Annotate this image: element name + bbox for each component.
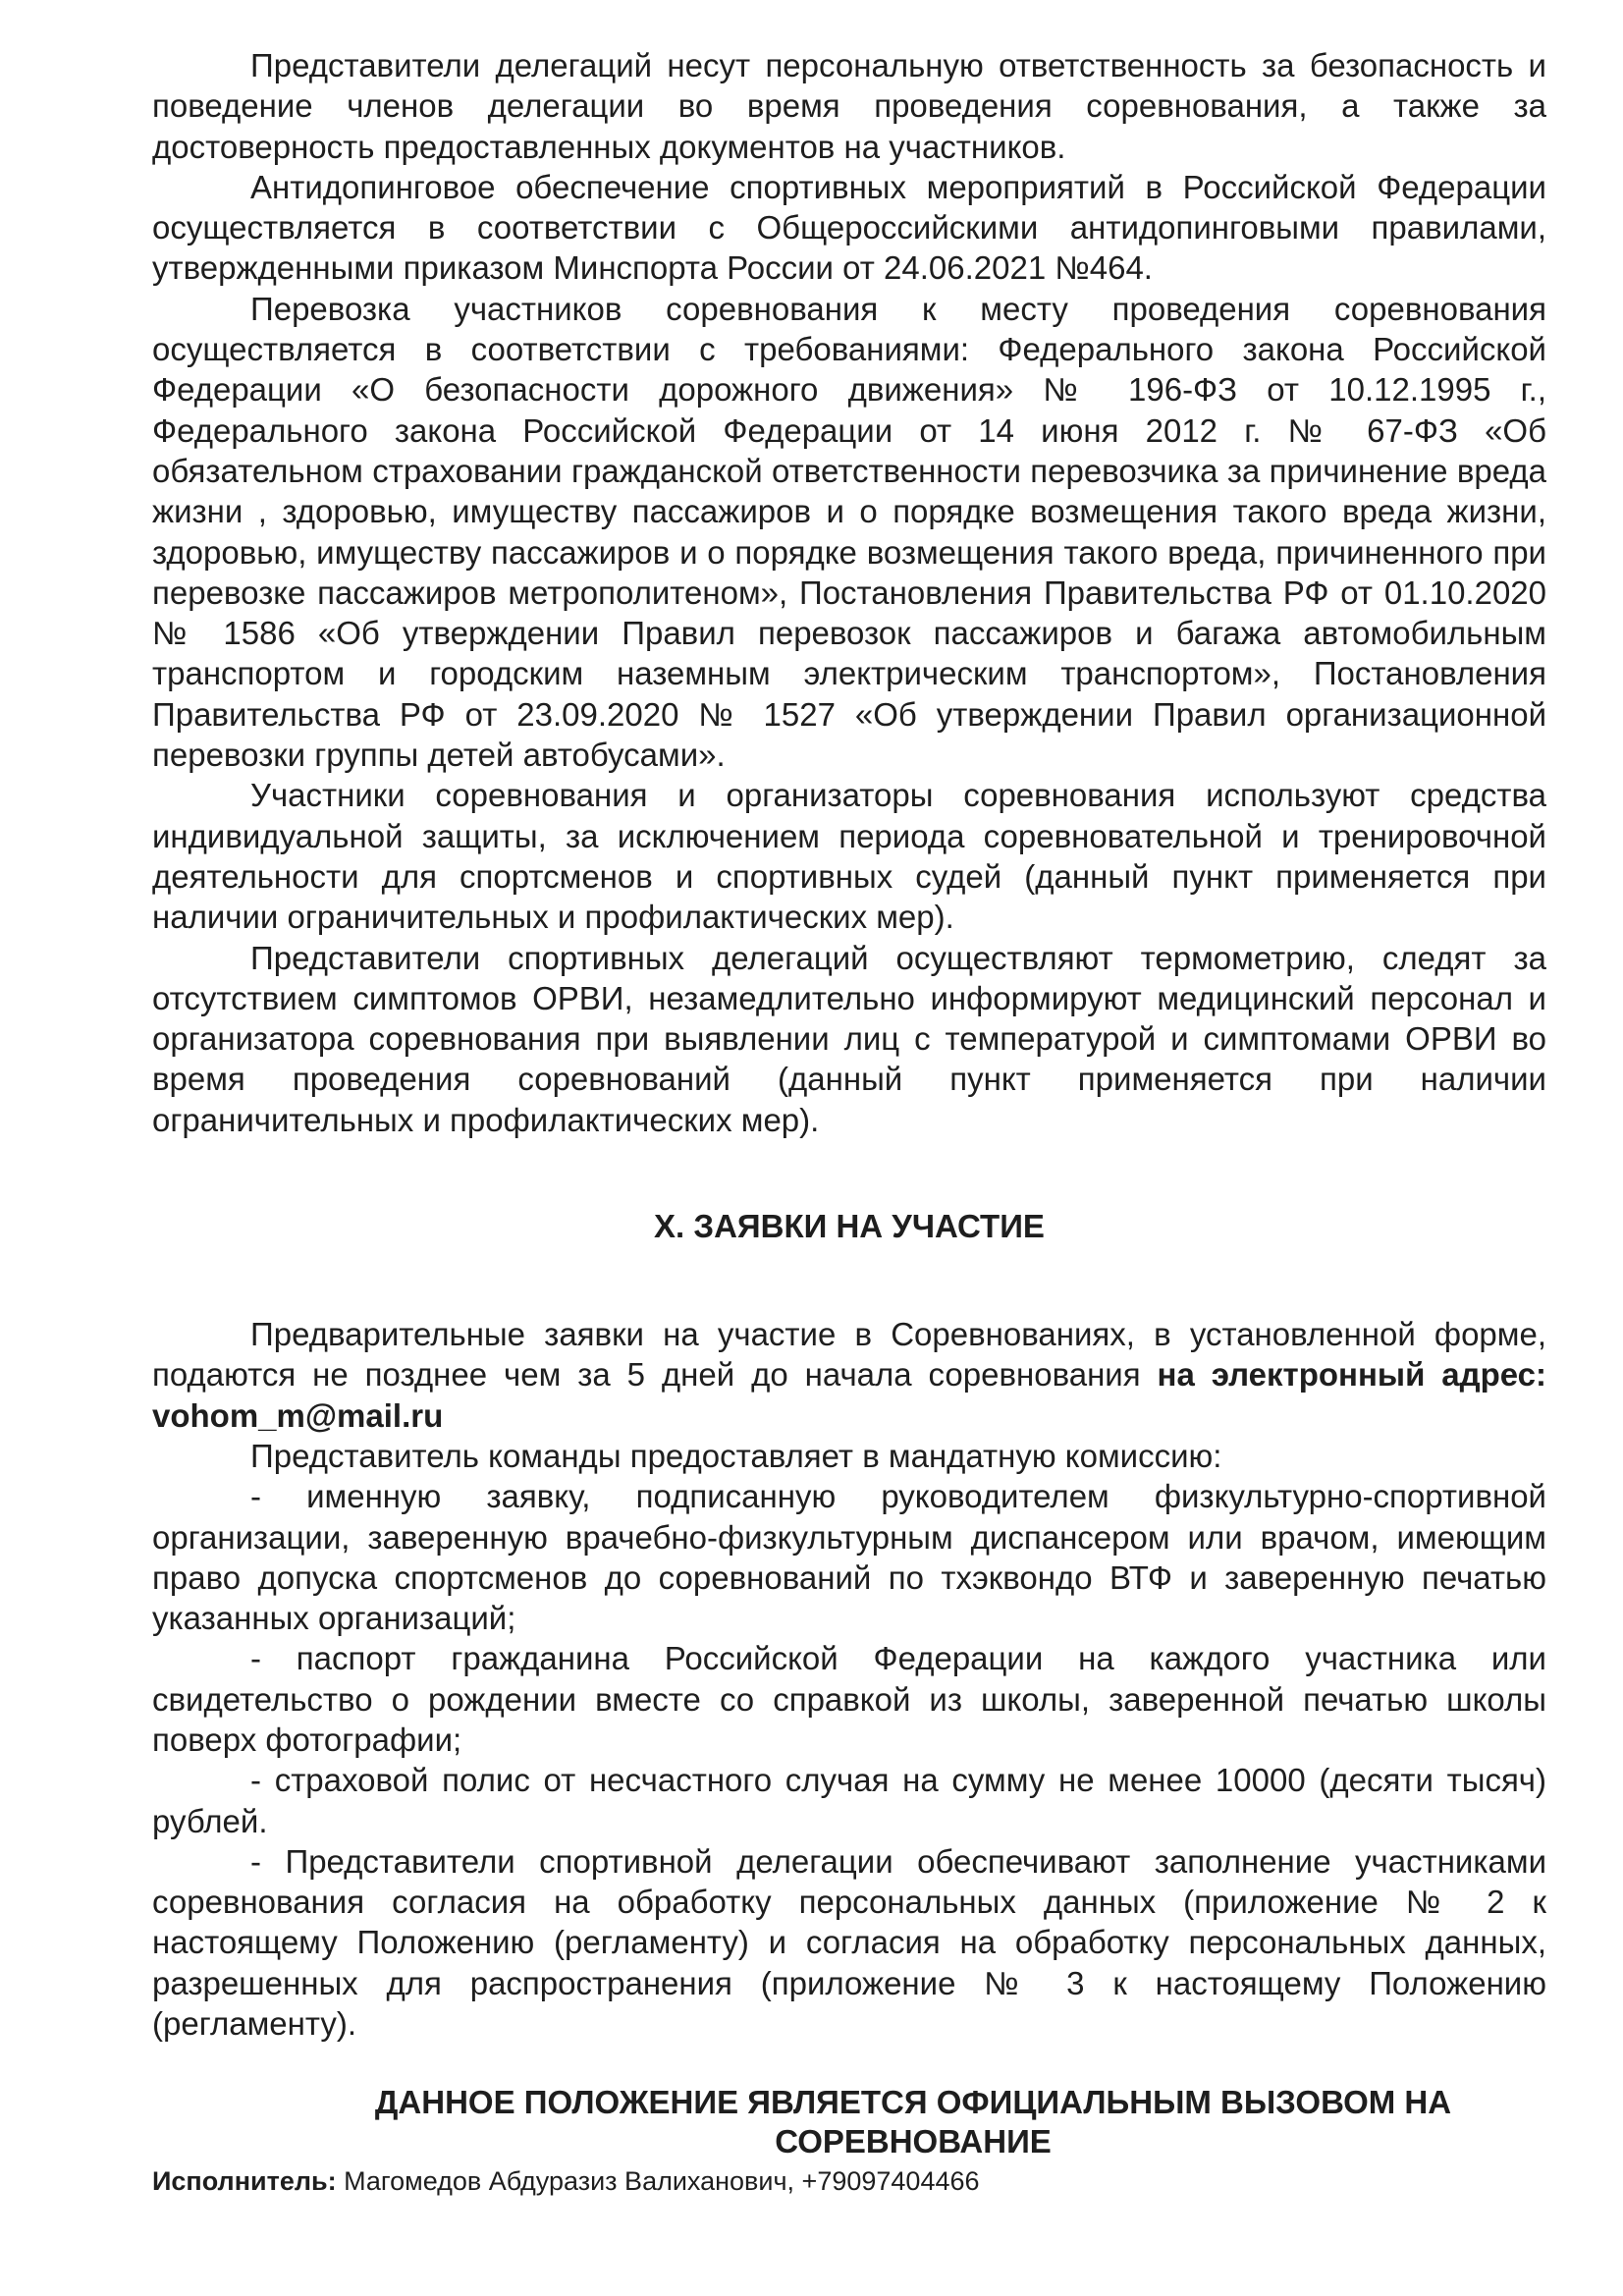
list-item-personal-data-consent: - Представители спортивной делегации обеспечивают заполнение участниками соревнования согласия на обработку персональных данных (приложение № 2 к настоящему Положению (регламенту) и согласия на обработку персональных данных, разрешенных для распространения (приложение № 3 к настоящему Положению (регламенту). [152, 1842, 1546, 2043]
paragraph-thermometry: Представители спортивных делегаций осуществляют термометрию, следят за отсутствием симптомов ОРВИ, незамедлительно информируют медицинский персонал и организатора соревнования при выявлении лиц с температурой и симптомами ОРВИ во время проведения соревнований (данный пункт применяется при наличии ограничительных и профилактических мер). [152, 939, 1546, 1138]
paragraph-representative: Представитель команды предоставляет в мандатную комиссию: [250, 1437, 1222, 1474]
official-call-heading: ДАННОЕ ПОЛОЖЕНИЕ ЯВЛЯЕТСЯ ОФИЦИАЛЬНЫМ ВЫЗОВОМ НА СОРЕВНОВАНИЕ [374, 2084, 1452, 2160]
list-item-insurance: - страховой полис от несчастного случая на сумму не менее 10000 (десяти тысяч) рублей. [152, 1762, 1546, 1839]
document-body [152, 45, 1546, 2199]
executor-line [152, 2163, 1546, 2199]
paragraph-preliminary-applications [152, 1314, 1546, 1436]
paragraph-protection-means: Участники соревнования и организаторы соревнования используют средства индивидуальной защиты, за исключением периода соревновательной и тренировочной деятельности для спортсменов и спортивных судей (данный пункт применяется при наличии ограничительных и профилактических мер). [152, 777, 1546, 936]
section-heading: X. ЗАЯВКИ НА УЧАСТИЕ [654, 1208, 1045, 1245]
list-item-passport: - паспорт гражданина Российской Федерации на каждого участника или свидетельство о рождении вместе со справкой из школы, заверенной печатью школы поверх фотографии; [152, 1640, 1546, 1758]
executor-label: Исполнитель: [152, 2166, 337, 2197]
list-item-named-application: - именную заявку, подписанную руководителем физкультурно-спортивной организации, заверенную врачебно-физкультурным диспансером или врачом, имеющим право допуска спортсменов до соревнований по тхэквондо ВТФ и заверенную печатью указанных организаций; [152, 1478, 1546, 1637]
applications-intro-text: Предварительные заявки на участие в Соревнованиях, в установленной форме, подаются не позднее чем за 5 дней до начала соревнования [152, 1316, 1546, 1394]
paragraph-delegation-responsibility: Представители делегаций несут персональную ответственность за безопасность и поведение членов делегации во время проведения соревнования, а также за достоверность предоставленных документов на участников. [152, 47, 1546, 165]
paragraph-antidoping: Антидопинговое обеспечение спортивных мероприятий в Российской Федерации осуществляется в соответствии с Общероссийскими антидопинговыми правилами, утвержденными приказом Минспорта России от 24.06.2021 №464. [152, 168, 1546, 287]
applications-email: на электронный адрес: vohom_m@mail.ru [152, 1356, 1546, 1434]
executor-value: Магомедов Абдуразиз Валиханович, +79097404466 [336, 2166, 980, 2197]
paragraph-transportation: Перевозка участников соревнования к месту проведения соревнования осуществляется в соответствии с требованиями: Федерального закона Российской Федерации «О безопасности дорожного движения» № 196-ФЗ от 10.12.1995 г., Федерального закона Российской Федерации от 14 июня 2012 г. № 67-ФЗ «Об обязательном страховании гражданской ответственности перевозчика за причинение вреда жизни , здоровью, имуществу пассажиров и о порядке возмещения такого вреда жизни, здоровью, имуществу пассажиров и о порядке возмещения такого вреда, причиненного при перевозке пассажиров метрополитеном», Постановления Правительства РФ от 01.10.2020 № 1586 «Об утверждении Правил перевозок пассажиров и багажа автомобильным транспортом и городским наземным электрическим транспортом», Постановления Правительства РФ от 23.09.2020 № 1527 «Об утверждении Правил организационной перевозки группы детей автобусами». [152, 290, 1546, 774]
